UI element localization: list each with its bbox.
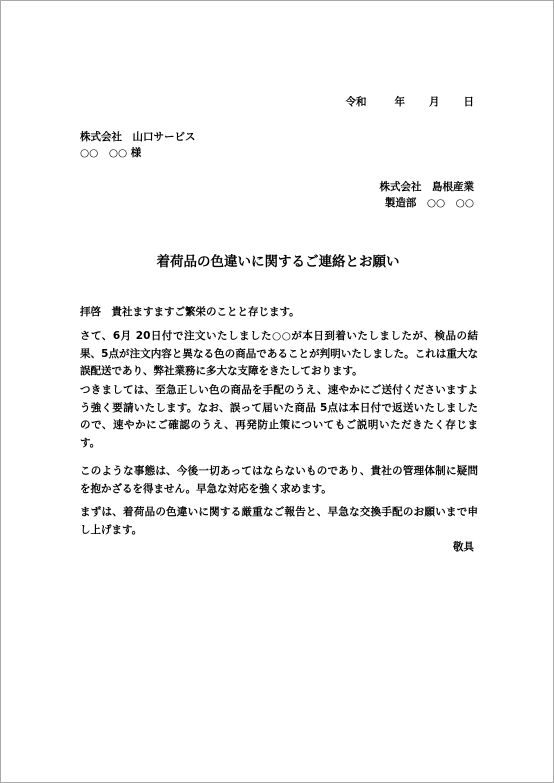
sender-department: 製造部 ○○ ○○	[384, 197, 474, 209]
sender-company: 株式会社 島根産業	[379, 181, 474, 193]
date-month: 月	[429, 96, 440, 108]
recipient-company: 株式会社 山口サービス	[80, 131, 196, 143]
date-era: 令和	[345, 96, 367, 108]
date-line	[346, 96, 475, 109]
body-paragraph-2: つきましては、至急正しい色の商品を手配のうえ、速やかにご送付くださいますよう強く要請いたします。なお、誤って届いた商品 5点は本日付で返送いたしましたので、速やかにご確認のうえ、再発防止策についてもご説明いただきたく存じます。	[80, 384, 478, 449]
greeting-paragraph: 拝啓 貴社ますますご繁栄のことと存じます。	[80, 306, 300, 318]
closing-word: 敬具	[453, 541, 474, 553]
document-title: 着荷品の色違いに関するご連絡とお願い	[156, 254, 400, 270]
date-day: 日	[463, 96, 474, 108]
body-paragraph-1: さて、6月 20日付で注文いたしました○○が本日到着いたしましたが、検品の結果、5点が注文内容と異なる色の商品であることが判明いたしました。これは重大な誤配送であり、弊社業務に多大な支障をきたしております。	[80, 330, 478, 377]
body-paragraph-4: まずは、着荷品の色違いに関する厳重なご報告と、早急な交換手配のお願いまで申し上げます。	[80, 506, 478, 536]
recipient-person: ○○ ○○ 様	[80, 147, 142, 159]
date-year: 年	[394, 96, 405, 108]
body-paragraph-3: このような事態は、今後一切あってはならないものであり、貴社の管理体制に疑問を抱かざるを得ません。早急な対応を強く求めます。	[80, 465, 478, 495]
